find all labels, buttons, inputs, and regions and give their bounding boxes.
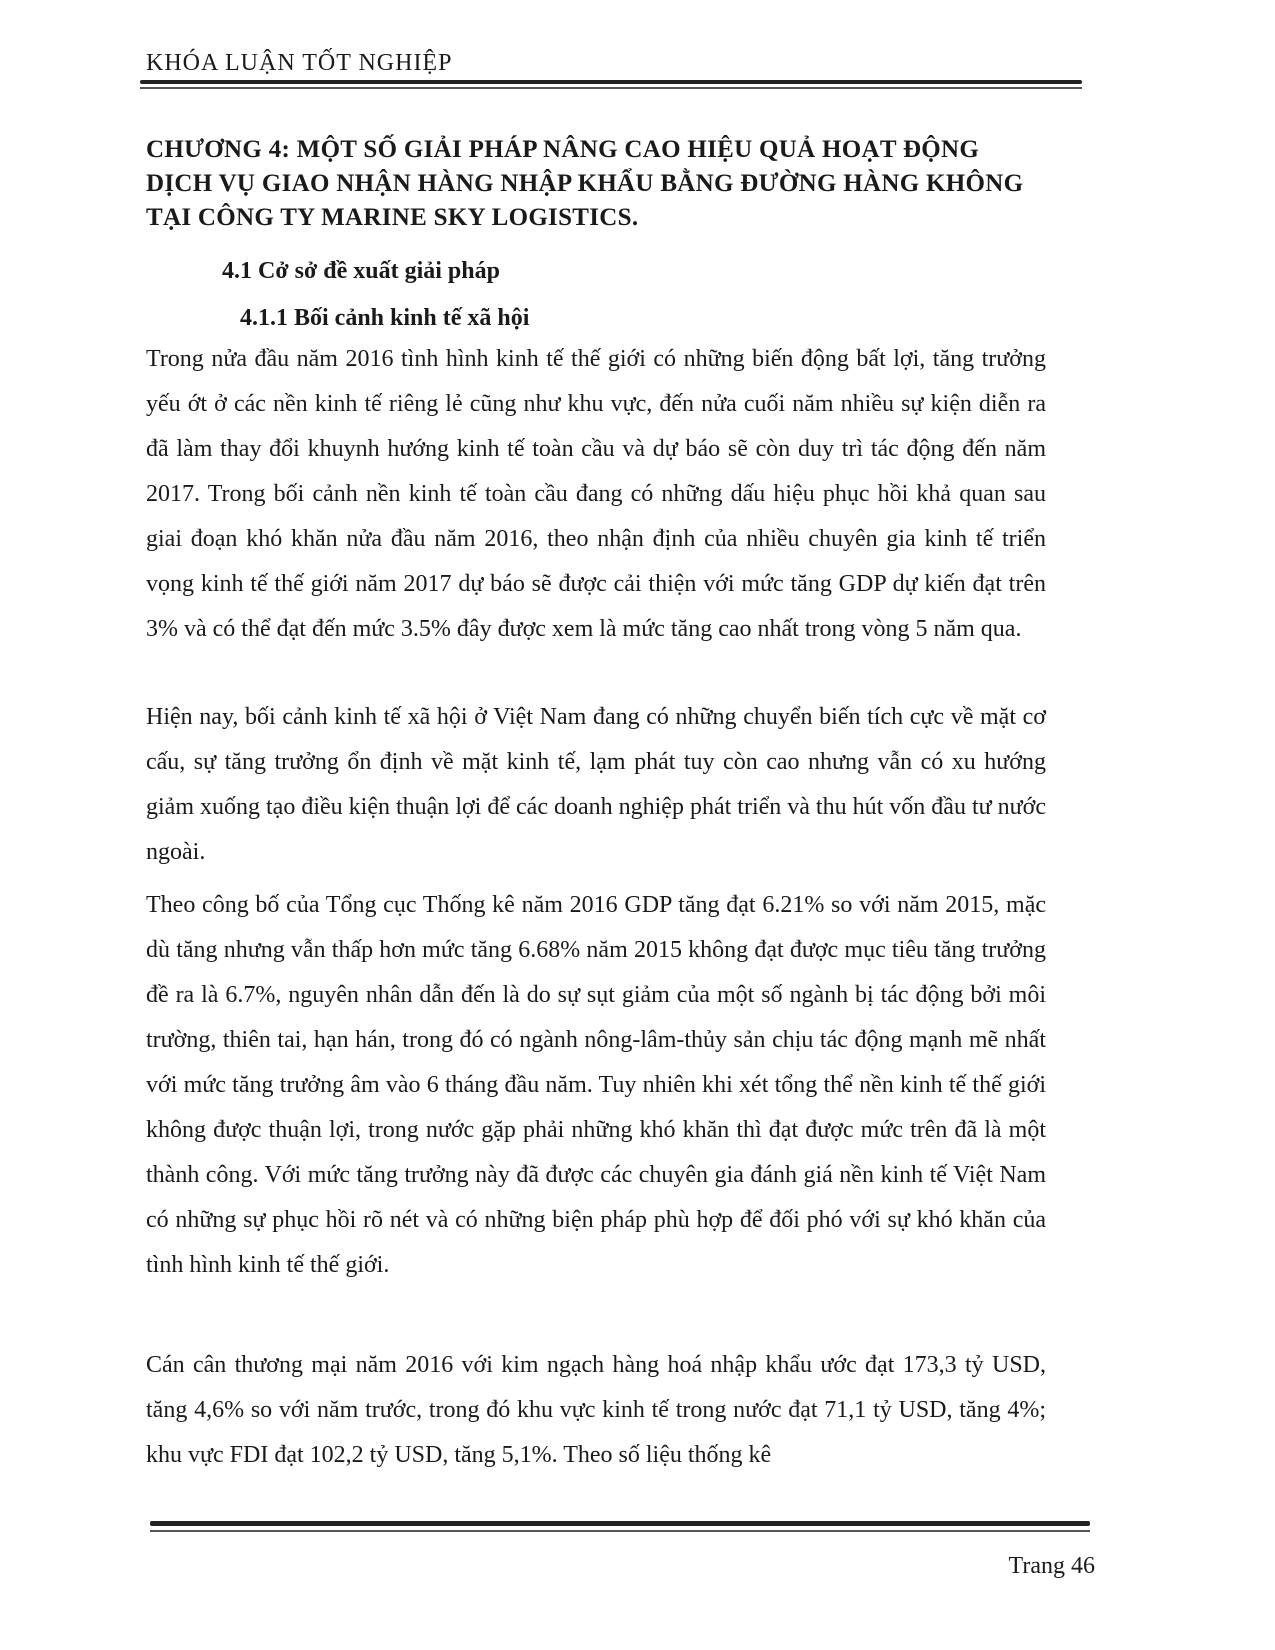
paragraph-4: Cán cân thương mại năm 2016 với kim ngạch hàng hoá nhập khẩu ước đạt 173,3 tỷ USD, tăng 4,6% so với năm trước, trong đó khu vực kinh tế trong nước đạt 71,1 tỷ USD, tăng 4%; khu vực FDI đạt 102,2 tỷ USD, tăng 5,1%. Theo số liệu thống kê [146,1352,1046,1468]
header-rule-thin [140,87,1082,89]
header-rule [140,80,1082,84]
page-number: Trang 46 [1008,1553,1095,1579]
running-header: KHÓA LUẬN TỐT NGHIỆP [146,50,453,76]
paragraph-3: Theo công bố của Tổng cục Thống kê năm 2016 GDP tăng đạt 6.21% so với năm 2015, mặc dù tăng nhưng vẫn thấp hơn mức tăng 6.68% năm 2015 không đạt được mục tiêu tăng trưởng đề ra là 6.7%, nguyên nhân dẫn đến là do sự sụt giảm của một số ngành bị tác động bởi môi trường, thiên tai, hạn hán, trong đó có ngành nông-lâm-thủy sản chịu tác động mạnh mẽ nhất với mức tăng trưởng âm vào 6 tháng đầu năm. Tuy nhiên khi xét tổng thể nền kinh tế thế giới không được thuận lợi, trong nước gặp phải những khó khăn thì đạt được mức trên đã là một thành công. Với mức tăng trưởng này đã được các chuyên gia đánh giá nền kinh tế Việt Nam có những sự phục hồi rõ nét và có những biện pháp phù hợp để đối phó với sự khó khăn của tình hình kinh tế thế giới. [146,892,1046,1278]
paragraph-1: Trong nửa đầu năm 2016 tình hình kinh tế thế giới có những biến động bất lợi, tăng trưởng yếu ớt ở các nền kinh tế riêng lẻ cũng như khu vực, đến nửa cuối năm nhiều sự kiện diễn ra đã làm thay đổi khuynh hướng kinh tế toàn cầu và dự báo sẽ còn duy trì tác động đến năm 2017. Trong bối cảnh nền kinh tế toàn cầu đang có những dấu hiệu phục hồi khả quan sau giai đoạn khó khăn nửa đầu năm 2016, theo nhận định của nhiều chuyên gia kinh tế triển vọng kinh tế thế giới năm 2017 dự báo sẽ được cải thiện với mức tăng GDP dự kiến đạt trên 3% và có thể đạt đến mức 3.5% đây được xem là mức tăng cao nhất trong vòng 5 năm qua. [146,346,1046,642]
chapter-title: CHƯƠNG 4: MỘT SỐ GIẢI PHÁP NÂNG CAO HIỆU QUẢ HOẠT ĐỘNG DỊCH VỤ GIAO NHẬN HÀNG NHẬP KHẨU BẰNG ĐƯỜNG HÀNG KHÔNG TẠI CÔNG TY MARINE SKY LOGISTICS. [146,136,1024,231]
section-heading-4-1: 4.1 Cở sở đề xuất giải pháp [222,258,500,284]
section-heading-4-1-1: 4.1.1 Bối cảnh kinh tế xã hội [240,305,530,331]
footer-rule-thin [150,1530,1090,1532]
paragraph-2: Hiện nay, bối cảnh kinh tế xã hội ở Việt Nam đang có những chuyển biến tích cực về mặt cơ cấu, sự tăng trưởng ổn định về mặt kinh tế, lạm phát tuy còn cao nhưng vẫn có xu hướng giảm xuống tạo điều kiện thuận lợi để các doanh nghiệp phát triển và thu hút vốn đầu tư nước ngoài. [146,704,1046,865]
footer-rule [150,1521,1090,1526]
